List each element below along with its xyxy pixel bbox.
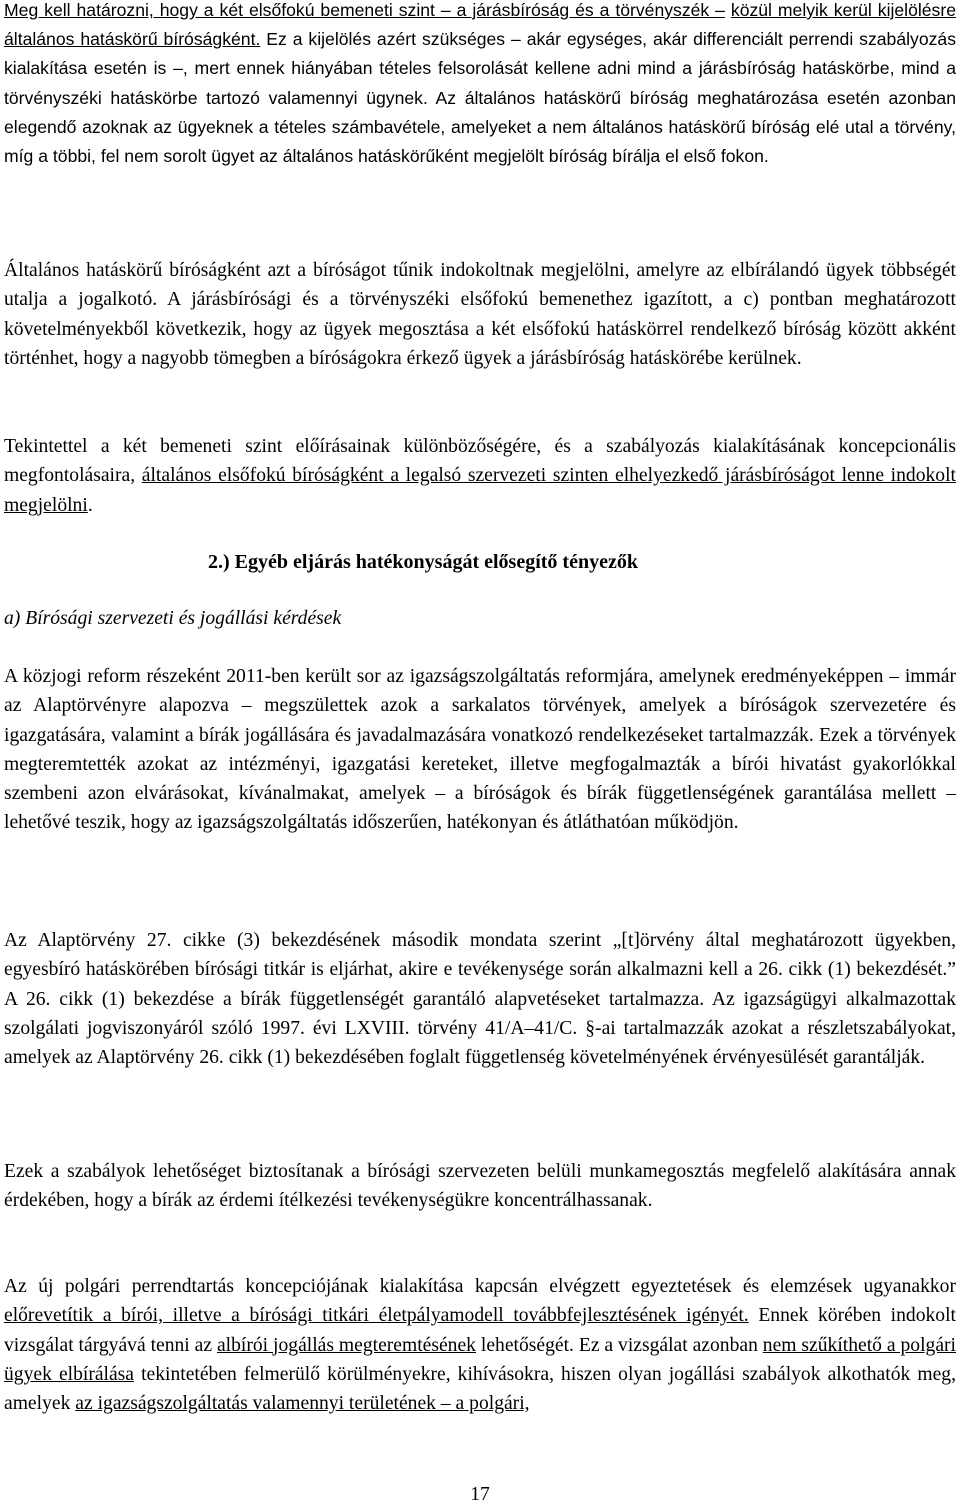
paragraph-text: Ennek körében indokolt vizsgálat tárgyává tenni az	[4, 1305, 956, 1356]
paragraph-text: lehetőségét. Ez a vizsgálat azonban	[475, 1334, 763, 1356]
paragraph-text: Ez a kijelölés azért szükséges – akár egységes, akár differenciált perrendi szabályozás kialakítása esetén is –, mert ennek hiányában tételes felsorolását kellene adni mind a járásbíróság hatáskörbe, mind a törvényszéki hatáskörbe tartozó valamennyi ügynek. Az általános hatáskörű bíróság meghatározása esetén azonban elegendő azoknak az ügyeknek a tételes számbavétele, amelyeket a nem általános hatáskörű bíróság elé utal a törvény, míg a többi, fel nem sorolt ügyet az általános hatáskörűként megjelölt bíróság bírálja el első fokon.	[4, 29, 956, 167]
paragraph-text: Tekintettel a két bemeneti szint előírásainak különbözőségére, és a szabályozás kialakításának koncepcionális megfontolásaira,	[4, 436, 956, 487]
paragraph-uj-polgari	[4, 1272, 956, 1418]
underlined-text: előrevetítik a bírói, illetve a bírósági titkári életpályamodell továbbfejlesztésének igényét.	[4, 1305, 749, 1327]
section-heading: 2.) Egyéb eljárás hatékonyságát elősegítő tényezők	[208, 551, 638, 573]
paragraph-kozjogi-reform: A közjogi reform részeként 2011-ben került sor az igazságszolgáltatás reformjára, amelynek eredményeképpen – immár az Alaptörvényre alapozva – megszülettek azok a sarkalatos törvények, amelyek a bíróságok szervezetére és igazgatására, valamint a bírák jogállására és javadalmazására vonatkozó rendelkezéseket tartalmazzák. Ezek a törvények megteremtették azokat az intézményi, igazgatási kereteket, illetve megfogalmazták a bírói hivatást gyakorlókkal szembeni azon elvárásokat, kívánalmakat, amelyek – a bíróságok és bírák függetlenségének garantálása mellett – lehetővé teszik, hogy az igazságszolgáltatás időszerűen, hatékonyan és átláthatóan működjön.	[4, 666, 956, 834]
paragraph-text: Általános hatáskörű bíróságként azt a bíróságot tűnik indokoltnak megjelölni, amelyre az elbírálandó ügyek többségét utalja a jogalkotó.	[4, 260, 956, 311]
paragraph-tekintettel	[4, 432, 956, 520]
paragraph-text: .	[87, 494, 93, 516]
underlined-text: albírói jogállás megteremtésének	[216, 1334, 476, 1356]
underlined-text: az igazságszolgáltatás valamennyi területének – a polgári,	[75, 1393, 530, 1415]
underlined-text: általános elsőfokú bíróságként a legalsó szervezeti szinten elhelyezkedő járásbíróságot lenne indokolt megjelölni	[4, 465, 956, 516]
underlined-text: közül melyik kerül kijelölésre általános hatáskörű bíróságként.	[4, 0, 957, 50]
page-number: 17	[470, 1484, 490, 1505]
subsection-heading: a) Bírósági szervezeti és jogállási kérdések	[4, 608, 342, 629]
paragraph-text: A járásbírósági és a törvényszéki elsőfokú bemenethez igazított, a c) pontban meghatározott követelményekből következik, hogy az ügyek megosztása a két elsőfokú hatáskörrel rendelkező bíróság között akként történhet, hogy a nagyobb tömegben a bíróságokra érkező ügyek a járásbíróság hatáskörébe kerülnek.	[4, 289, 956, 369]
paragraph-text: tekintetében felmerülő körülményekre, kihívásokra, hiszen olyan jogállási szabályok alkothatók meg, amelyek	[4, 1363, 956, 1415]
paragraph-szabalyok: Ezek a szabályok lehetőséget biztosítanak a bírósági szervezeten belüli munkamegosztás megfelelő alakítására annak érdekében, hogy a bírák az érdemi ítélkezési tevékenységükre koncentrálhassanak.	[4, 1161, 956, 1212]
paragraph-hataskor	[4, 0, 956, 171]
paragraph-altalanos-hataskor	[4, 256, 956, 373]
paragraph-text: Az új polgári perrendtartás koncepciójának kialakítása kapcsán elvégzett egyeztetések és elemzések ugyanakkor	[4, 1276, 956, 1297]
underlined-text: nem szűkíthető a polgári ügyek elbírálása	[4, 1334, 956, 1385]
paragraph-alaptorveny: Az Alaptörvény 27. cikke (3) bekezdésének második mondata szerint „[t]örvény által meghatározott ügyekben, egyesbíró hatáskörében bírósági titkár is eljárhat, akire e tevékenysége során alkalmazni kell a 26. cikk (1) bekezdését.” A 26. cikk (1) bekezdése a bírák függetlenségét garantáló alapvetéseket tartalmazza. Az igazságügyi alkalmazottak szolgálati jogviszonyáról szóló 1997. évi LXVIII. törvény 41/A–41/C. §-ai tartalmazzák azokat a részletszabályokat, amelyek az Alaptörvény 26. cikk (1) bekezdésében foglalt függetlenség követelményének érvényesülését garantálják.	[4, 930, 956, 1069]
underlined-text: – a járásbíróság és a törvényszék –	[434, 0, 725, 20]
underlined-text: Meg kell határozni, hogy a két elsőfokú bemeneti szint	[4, 0, 435, 20]
